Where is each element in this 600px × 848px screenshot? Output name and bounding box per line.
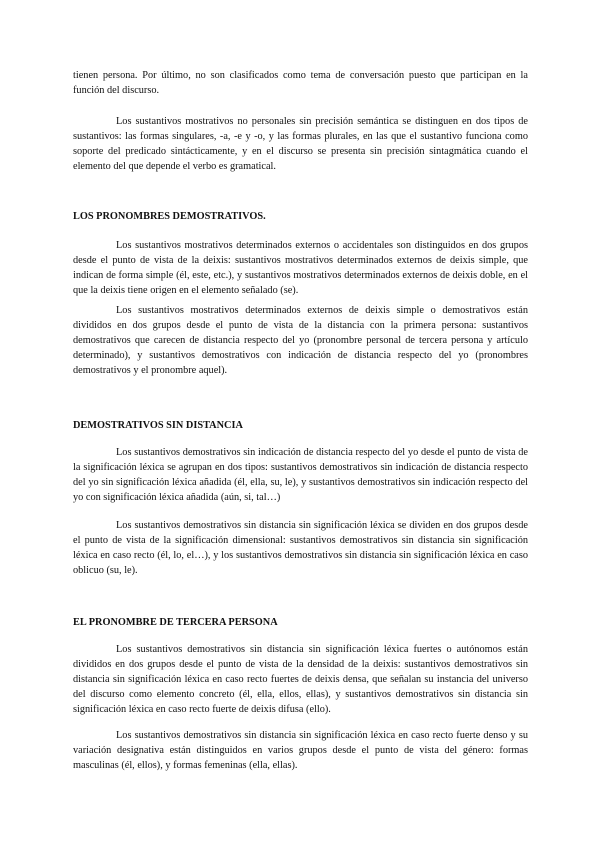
paragraph-8: Los sustantivos demostrativos sin distancia sin significación léxica en caso recto fuerte denso y su variación designativa están distinguidos en varios grupos desde el punto de vista del género: formas masculinas (él, ellos), y formas femeninas (ella, ellas). — [73, 730, 528, 771]
paragraph-4: Los sustantivos mostrativos determinados externos de deixis simple o demostrativos están divididos en dos grupos desde el punto de vista de la distancia con la primera persona: sustantivos demostrativos que carecen de distancia respecto del yo (pronombre personal de tercera persona y artículo determinado), y sustantivos demostrativos con indicación de distancia respecto del yo (pronombres demostrativos y el pronombre aquel). — [73, 305, 528, 376]
paragraph-5: Los sustantivos demostrativos sin indicación de distancia respecto del yo desde el punto de vista de la significación léxica se agrupan en dos tipos: sustantivos demostrativos sin indicación de distancia respecto del yo sin significación léxica añadida (él, ella, su, le), y sustantivos demostrativos sin indicación respecto del yo con significación léxica añadida (aún, si, tal…) — [73, 447, 528, 503]
paragraph-6: Los sustantivos demostrativos sin distancia sin significación léxica se dividen en dos grupos desde el punto de vista de la significación dimensional: sustantivos demostrativos sin distancia sin significación léxica en caso recto (él, lo, el…), y los sustantivos demostrativos sin distancia sin significación léxica en caso oblicuo (su, le). — [73, 520, 528, 576]
section-heading-pronombres-demostrativos: LOS PRONOMBRES DEMOSTRATIVOS. — [73, 211, 266, 222]
paragraph-3: Los sustantivos mostrativos determinados externos o accidentales son distinguidos en dos grupos desde el punto de vista de la deixis: sustantivos mostrativos determinados externos de deixis simple, que indican de forma simple (él, este, etc.), y sustantivos mostrativos determinados externos de deixis doble, en el que la deixis tiene origen en el elemento señalado (se). — [73, 240, 528, 296]
section-heading-pronombre-tercera-persona: EL PRONOMBRE DE TERCERA PERSONA — [73, 617, 278, 628]
paragraph-7: Los sustantivos demostrativos sin distancia sin significación léxica fuertes o autónomos están divididos en dos grupos desde el punto de vista de la densidad de la deixis: sustantivos demostrativos sin distancia sin significación léxica en caso recto fuertes de deixis densa, que señalan su instancia del universo del discurso como elemento concreto (él, ella, ellos, ellas), y sustantivos demostrativos sin distancia sin significación léxica en caso recto fuerte de deixis difusa (ello). — [73, 644, 528, 715]
paragraph-2: Los sustantivos mostrativos no personales sin precisión semántica se distinguen en dos tipos de sustantivos: las formas singulares, -a, -e y -o, y las formas plurales, en las que el sustantivo funciona como soporte del predicado sintácticamente, y en el discurso se presenta sin precisión sintagmática cuando el elemento del que depende el verbo es gramatical. — [73, 116, 528, 172]
paragraph-1: tienen persona. Por último, no son clasificados como tema de conversación puesto que participan en la función del discurso. — [73, 70, 528, 96]
section-heading-demostrativos-sin-distancia: DEMOSTRATIVOS SIN DISTANCIA — [73, 420, 243, 431]
